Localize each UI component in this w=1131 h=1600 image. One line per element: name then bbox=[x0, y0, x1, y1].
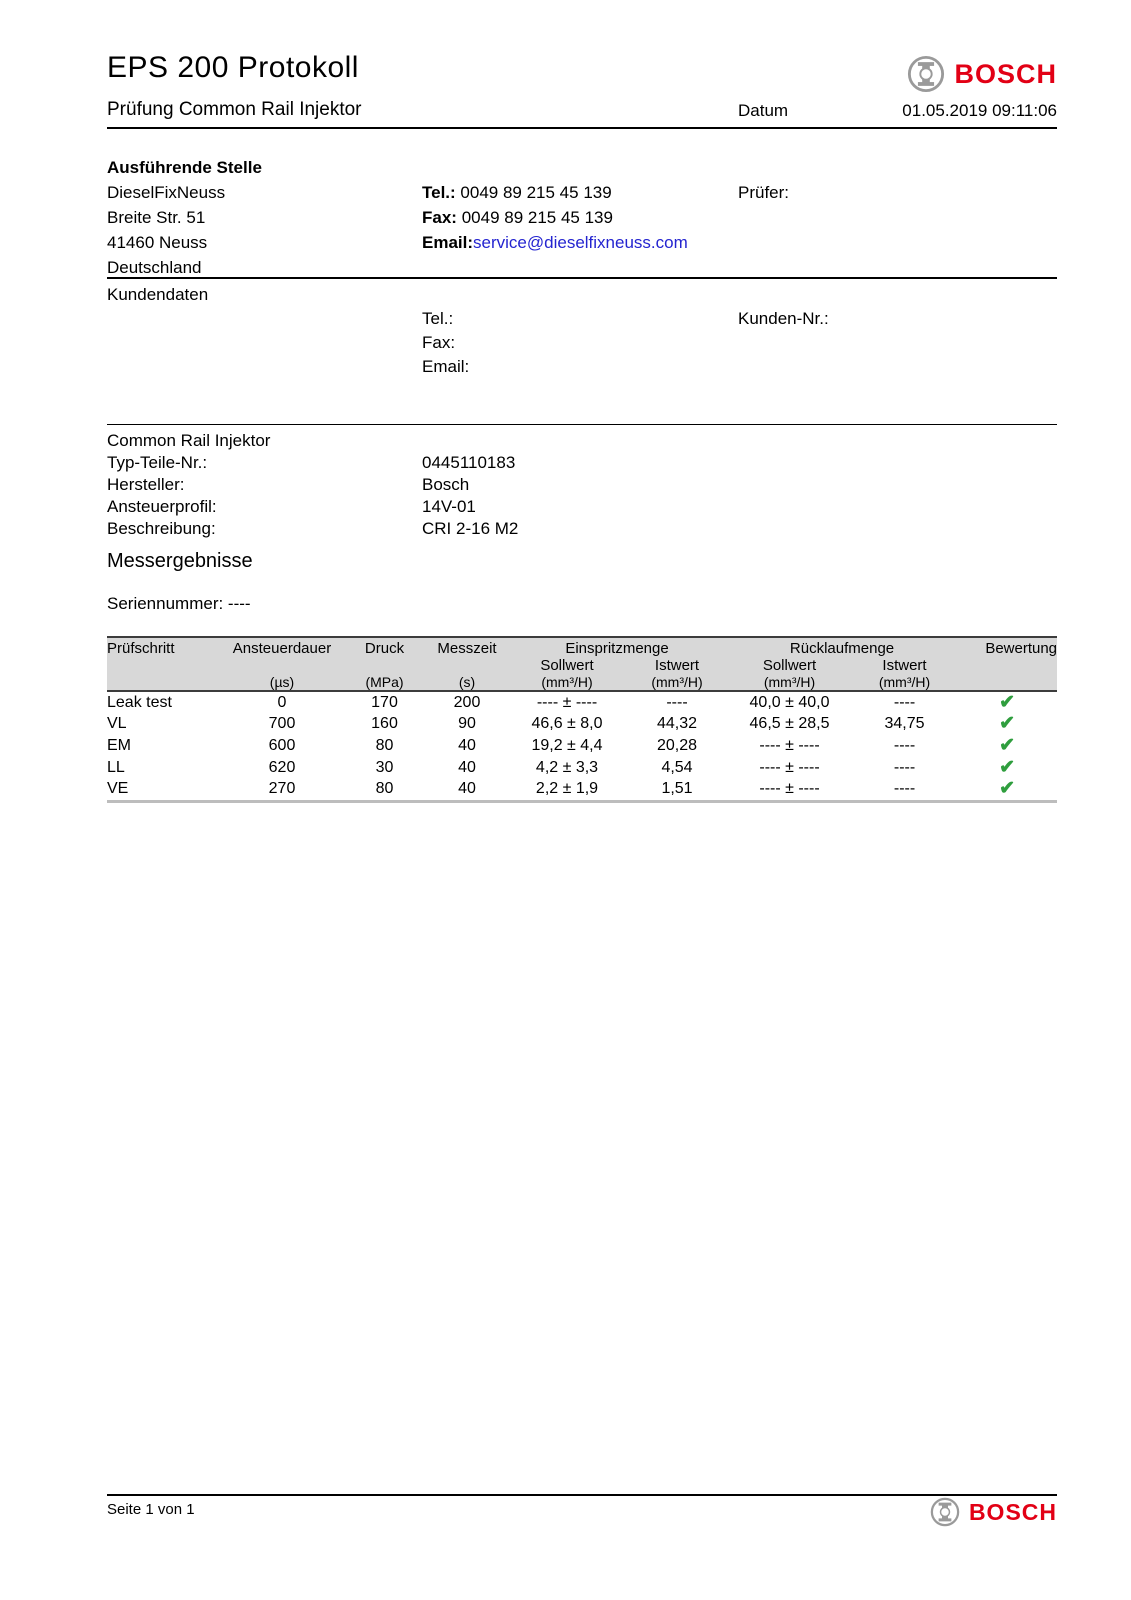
cell-pruefschritt: EM bbox=[107, 737, 131, 754]
provider-address-block bbox=[107, 155, 422, 280]
email-link[interactable]: service@dieselfixneuss.com bbox=[473, 233, 688, 252]
injector-label: Beschreibung: bbox=[107, 519, 216, 538]
results-table bbox=[107, 636, 1057, 803]
bosch-wordmark: BOSCH bbox=[968, 1498, 1057, 1525]
col-subheader-sollwert: Sollwert bbox=[727, 657, 852, 674]
cell-druck: 170 bbox=[371, 693, 398, 711]
cell-ruecklauf-sollwert: 40,0 ± 40,0 bbox=[749, 693, 830, 711]
cell-druck: 80 bbox=[375, 780, 394, 798]
cell-messzeit: 90 bbox=[458, 715, 476, 732]
customer-contact-block bbox=[422, 283, 738, 379]
injector-row bbox=[107, 518, 1057, 540]
subtitle-row bbox=[107, 99, 1057, 125]
cell-einspritz-istwert: ---- bbox=[666, 693, 688, 711]
datum-label: Datum bbox=[738, 101, 789, 120]
provider-name: DieselFixNeuss bbox=[107, 183, 226, 202]
cell-ansteuerdauer: 600 bbox=[268, 737, 296, 754]
cell-einspritz-sollwert: 46,6 ± 8,0 bbox=[531, 715, 603, 732]
injector-label: Ansteuerprofil: bbox=[107, 497, 217, 516]
cell-pruefschritt: VE bbox=[107, 780, 129, 798]
cell-einspritz-sollwert: 2,2 ± 1,9 bbox=[535, 780, 599, 798]
unit-mm3h: (mm³/H) bbox=[852, 674, 957, 691]
provider-fax-row bbox=[422, 205, 738, 230]
provider-divider bbox=[107, 277, 1057, 279]
injector-value: Bosch bbox=[422, 475, 470, 494]
col-header-bewertung: Bewertung bbox=[957, 637, 1057, 657]
col-group-ruecklaufmenge: Rücklaufmenge bbox=[727, 637, 957, 657]
cell-druck: 80 bbox=[375, 737, 394, 754]
provider-heading: Ausführende Stelle bbox=[107, 158, 262, 177]
serial-number: Seriennummer: ---- bbox=[107, 594, 251, 613]
cell-ruecklauf-istwert: ---- bbox=[893, 780, 916, 798]
unit-mm3h: (mm³/H) bbox=[627, 674, 727, 691]
cell-einspritz-istwert: 44,32 bbox=[656, 715, 698, 732]
cell-einspritz-sollwert: 4,2 ± 3,3 bbox=[535, 759, 599, 776]
bosch-armature-icon bbox=[907, 55, 945, 93]
cell-ruecklauf-istwert: ---- bbox=[893, 693, 916, 711]
cell-einspritz-sollwert: 19,2 ± 4,4 bbox=[531, 737, 603, 754]
table-row bbox=[107, 691, 1057, 713]
header-divider bbox=[107, 127, 1057, 129]
col-group-einspritzmenge: Einspritzmenge bbox=[507, 637, 727, 657]
footer-page-number: Seite 1 von 1 bbox=[107, 1501, 195, 1518]
cell-einspritz-istwert: 20,28 bbox=[656, 737, 698, 754]
customer-tel-label: Tel.: bbox=[422, 309, 454, 328]
injector-label: Typ-Teile-Nr.: bbox=[107, 453, 208, 472]
table-row bbox=[107, 757, 1057, 779]
customer-heading-block bbox=[107, 283, 422, 379]
table-row bbox=[107, 713, 1057, 735]
injector-row bbox=[107, 496, 1057, 518]
col-subheader-istwert: Istwert bbox=[852, 657, 957, 674]
injector-label: Hersteller: bbox=[107, 475, 185, 494]
cell-ruecklauf-istwert: ---- bbox=[893, 737, 916, 754]
cell-ansteuerdauer: 620 bbox=[268, 759, 296, 776]
provider-pruefer-block bbox=[738, 155, 1057, 280]
cell-ruecklauf-sollwert: ---- ± ---- bbox=[759, 759, 820, 776]
page-subtitle: Prüfung Common Rail Injektor bbox=[107, 99, 362, 120]
injector-row bbox=[107, 452, 1057, 474]
provider-city: 41460 Neuss bbox=[107, 233, 208, 252]
unit-us: (µs) bbox=[222, 674, 342, 691]
cell-ansteuerdauer: 0 bbox=[277, 693, 287, 711]
table-header-row-units bbox=[107, 674, 1057, 691]
col-header-ansteuerdauer: Ansteuerdauer bbox=[222, 637, 342, 657]
col-subheader-istwert: Istwert bbox=[627, 657, 727, 674]
provider-street: Breite Str. 51 bbox=[107, 208, 206, 227]
cell-druck: 30 bbox=[375, 759, 394, 776]
cell-druck: 160 bbox=[371, 715, 398, 732]
col-header-pruefschritt: Prüfschritt bbox=[107, 637, 222, 657]
cell-ruecklauf-istwert: 34,75 bbox=[884, 715, 925, 732]
cell-ruecklauf-istwert: ---- bbox=[893, 759, 916, 776]
fax-value: 0049 89 215 45 139 bbox=[461, 208, 613, 227]
cell-ansteuerdauer: 700 bbox=[268, 715, 296, 732]
provider-country: Deutschland bbox=[107, 258, 202, 277]
cell-messzeit: 40 bbox=[458, 780, 476, 798]
customer-fax-label: Fax: bbox=[422, 333, 456, 352]
cell-einspritz-sollwert: ---- ± ---- bbox=[536, 693, 598, 711]
pass-check-icon: ✔ bbox=[999, 757, 1015, 778]
bosch-logo-footer bbox=[930, 1497, 1057, 1527]
cell-messzeit: 40 bbox=[458, 759, 476, 776]
customer-email-label: Email: bbox=[422, 357, 470, 376]
cell-pruefschritt: LL bbox=[107, 759, 125, 776]
cell-ruecklauf-sollwert: ---- ± ---- bbox=[759, 737, 820, 754]
pass-check-icon: ✔ bbox=[999, 691, 1015, 713]
cell-einspritz-istwert: 1,51 bbox=[661, 780, 693, 798]
cell-pruefschritt: Leak test bbox=[107, 693, 172, 711]
provider-contact-block bbox=[422, 155, 738, 280]
cell-ansteuerdauer: 270 bbox=[268, 780, 296, 798]
cell-messzeit: 200 bbox=[453, 693, 481, 711]
table-header-row-subcols bbox=[107, 657, 1057, 674]
unit-mm3h: (mm³/H) bbox=[727, 674, 852, 691]
email-label: Email: bbox=[422, 233, 474, 252]
bosch-wordmark: BOSCH bbox=[954, 58, 1057, 89]
injector-section bbox=[107, 430, 1057, 540]
pruefer-label: Prüfer: bbox=[738, 183, 790, 202]
datum-value: 01.05.2019 09:11:06 bbox=[902, 101, 1057, 120]
pass-check-icon: ✔ bbox=[999, 735, 1015, 756]
col-subheader-sollwert: Sollwert bbox=[507, 657, 627, 674]
unit-s: (s) bbox=[427, 674, 507, 691]
tel-label: Tel.: bbox=[422, 183, 456, 202]
injector-row bbox=[107, 474, 1057, 496]
page-title: EPS 200 Protokoll bbox=[107, 51, 359, 84]
pass-check-icon: ✔ bbox=[999, 778, 1015, 800]
table-row bbox=[107, 735, 1057, 757]
provider-tel-row bbox=[422, 180, 738, 205]
bosch-armature-icon bbox=[930, 1497, 960, 1527]
provider-email-row bbox=[422, 230, 738, 255]
injector-heading: Common Rail Injektor bbox=[107, 431, 271, 450]
customer-section bbox=[107, 283, 1057, 379]
cell-ruecklauf-sollwert: ---- ± ---- bbox=[759, 780, 820, 798]
injector-value: 14V-01 bbox=[422, 497, 476, 516]
cell-einspritz-istwert: 4,54 bbox=[661, 759, 693, 776]
col-header-druck: Druck bbox=[342, 637, 427, 657]
provider-section bbox=[107, 155, 1057, 280]
col-header-messzeit: Messzeit bbox=[427, 637, 507, 657]
fax-label: Fax: bbox=[422, 208, 457, 227]
injector-value: CRI 2-16 M2 bbox=[422, 519, 519, 538]
results-heading: Messergebnisse bbox=[107, 550, 253, 572]
customer-heading: Kundendaten bbox=[107, 285, 209, 304]
pass-check-icon: ✔ bbox=[999, 713, 1015, 734]
cell-messzeit: 40 bbox=[458, 737, 476, 754]
footer-divider bbox=[107, 1494, 1057, 1496]
injector-value: 0445110183 bbox=[422, 453, 516, 472]
table-row bbox=[107, 779, 1057, 801]
bosch-logo bbox=[907, 55, 1057, 93]
unit-mpa: (MPa) bbox=[342, 674, 427, 691]
customer-number-block bbox=[738, 283, 1057, 379]
unit-mm3h: (mm³/H) bbox=[507, 674, 627, 691]
kunden-nr-label: Kunden-Nr.: bbox=[738, 309, 829, 328]
customer-divider bbox=[107, 424, 1057, 425]
tel-value: 0049 89 215 45 139 bbox=[460, 183, 612, 202]
table-header-row-groups bbox=[107, 637, 1057, 657]
cell-pruefschritt: VL bbox=[107, 715, 127, 732]
cell-ruecklauf-sollwert: 46,5 ± 28,5 bbox=[749, 715, 830, 732]
